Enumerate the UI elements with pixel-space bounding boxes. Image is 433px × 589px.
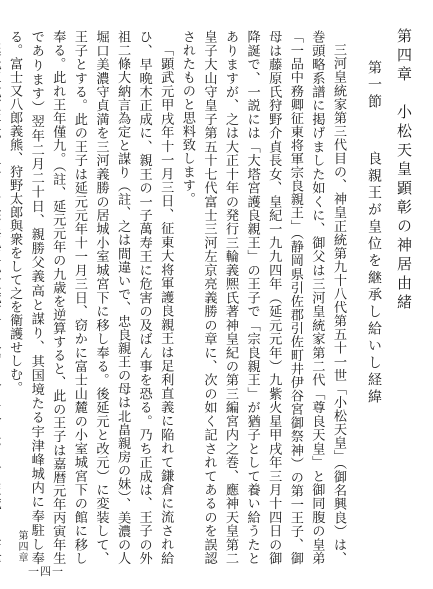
body-paragraph-2: 「顕武元甲戌年十一月三日、征東大将軍護良親王は足利直義に陥れて鎌倉に流され給ひ、早晩木正成に、親王の一子萬寿王に危害の及ばん事を恐る。乃ち正成は、王子の外祖二條大納言為定と謀り（註、之は間違いで、忠良親王の母は北畠親房の妹）、美濃の人堀口美濃守貞満を三河義勝の居城小室城宮下に移し奉る。後延元と改元）に変装して、王子とする。此の王子は延元元年十一月三日、窃かに富士山麓の小室城宮下の館に移し奉る。此れ王年僅九。（註、延元元年の九歳を逆算すると、此の王子は嘉暦元年丙寅年生であります）翌年二月二十日、親勝父義高と謀り、其国境たる宇津峰城内に奉駐し奉る。富士又八郎義熊、狩野太郎與衆をして之を衛護せしむ。	[7, 30, 174, 565]
section-title: 良親王が皇位を継承し給いし経緯	[366, 151, 382, 406]
body-text	[7, 30, 349, 565]
page-number: 一四一	[28, 565, 64, 578]
body-paragraph-1: 三河皇統家第三代目の、神皇正統第九十八代第五十一世「小松天皇」（御名興良）は、巻頭略系譜に掲げました如くに、御父は三河皇統家第二代「尊良天皇」と御同腹の皇弟「一品中務卿征東将軍宗良親王」（静岡県引佐郡引佐町井伊谷宮御祭神）の第一王子、御母は藤原氏狩野介貞長女、皇紀一九九四年（延元元年）九紫火星甲戌年三月十四日の御降誕で、一説には「大塔宮護良親王」の王子で「宗良親王」が猶子として養い給うたとありますが、之は大正十年の発行三輪義熈氏著神皇紀の第三編宮内之巻、應神天皇第二皇子大山守皇子第五十七代富士三河左京亮義勝の章に、次の如く記されてあるのを誤認されたものと思料致します。	[179, 30, 346, 565]
section-heading	[367, 60, 381, 406]
body-paragraph-3	[0, 30, 4, 565]
chapter-heading: 第四章 小松天皇顕彰の神居由緒	[395, 28, 413, 313]
running-head: 第四章	[16, 530, 27, 563]
section-number: 第一節	[366, 60, 382, 111]
